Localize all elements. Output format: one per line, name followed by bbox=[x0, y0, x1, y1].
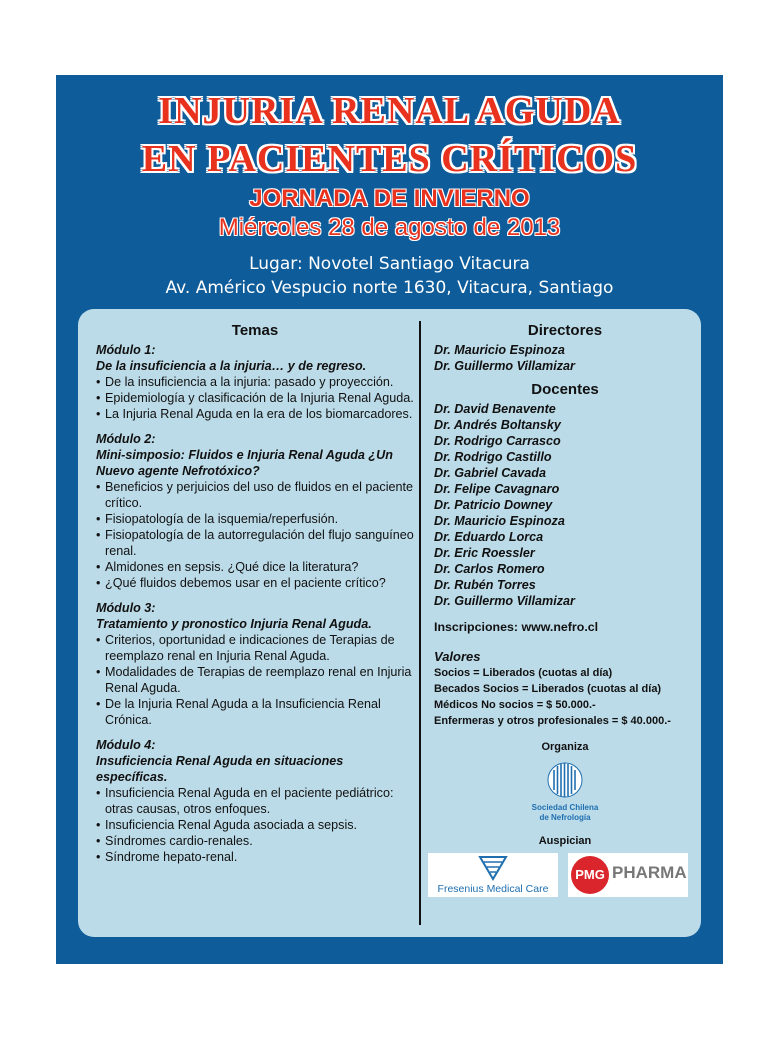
module-label: Módulo 2: bbox=[96, 432, 156, 446]
module-title: Mini-simposio: Fluidos e Injuria Renal Aguda ¿Un Nuevo agente Nefrotóxico? bbox=[96, 448, 393, 478]
list-item: • Insuficiencia Renal Aguda asociada a sepsis. bbox=[96, 817, 414, 833]
list-item: • ¿Qué fluidos debemos usar en el paciente crítico? bbox=[96, 575, 414, 591]
inscripciones-text: Inscripciones: www.nefro.cl bbox=[434, 620, 599, 634]
content-card bbox=[78, 309, 701, 937]
poster bbox=[56, 75, 723, 964]
list-item: • Beneficios y perjuicios del uso de fluidos en el paciente crítico. bbox=[96, 479, 414, 511]
module-items bbox=[96, 374, 414, 422]
list-item: • Síndrome hepato-renal. bbox=[96, 849, 414, 865]
person-name: Dr. Felipe Cavagnaro bbox=[434, 482, 560, 496]
auspician-heading: Auspician bbox=[538, 835, 592, 847]
price-line: Socios = Liberados (cuotas al día) bbox=[434, 667, 613, 679]
people-column bbox=[434, 321, 696, 899]
list-item: • De la Injuria Renal Aguda a la Insuficiencia Renal Crónica. bbox=[96, 696, 414, 728]
column-divider bbox=[419, 321, 421, 925]
price-line: Enfermeras y otros profesionales = $ 40.000.- bbox=[434, 715, 671, 727]
list-item: • Fisiopatología de la autorregulación del flujo sanguíneo renal. bbox=[96, 527, 414, 559]
kidney-globe-icon bbox=[546, 761, 584, 799]
fresenius-triangle-icon bbox=[478, 855, 508, 881]
pharma-text: PHARMA bbox=[612, 863, 687, 882]
list-item: • Epidemiología y clasificación de la Injuria Renal Aguda. bbox=[96, 390, 414, 406]
valores-heading: Valores bbox=[434, 649, 481, 664]
person-name: Dr. Eric Roessler bbox=[434, 546, 535, 560]
person-name: Dr. Guillermo Villamizar bbox=[434, 594, 575, 608]
module-items bbox=[96, 632, 414, 728]
module-1 bbox=[96, 342, 414, 422]
person-name: Dr. Rodrigo Carrasco bbox=[434, 434, 561, 448]
list-item: • Insuficiencia Renal Aguda en el paciente pediátrico: otras causas, otros enfoques. bbox=[96, 785, 414, 817]
module-items bbox=[96, 479, 414, 591]
module-4 bbox=[96, 737, 414, 865]
module-label: Módulo 1: bbox=[96, 343, 156, 357]
list-item: • Fisiopatología de la isquemia/reperfusión. bbox=[96, 511, 414, 527]
person-name: Dr. Andrés Boltansky bbox=[434, 418, 561, 432]
temas-heading: Temas bbox=[231, 322, 279, 339]
module-items bbox=[96, 785, 414, 865]
person-name: Dr. Patricio Downey bbox=[434, 498, 553, 512]
org-name-line-1: Sociedad Chilena bbox=[531, 803, 599, 812]
directores-list bbox=[434, 342, 696, 374]
module-label: Módulo 4: bbox=[96, 738, 156, 752]
module-3 bbox=[96, 600, 414, 728]
price-line: Becados Socios = Liberados (cuotas al día) bbox=[434, 683, 662, 695]
pmg-pharma-logo bbox=[568, 853, 688, 897]
fresenius-name: Fresenius Medical Care bbox=[437, 883, 549, 895]
event-subtitle: JORNADA DE INVIERNO bbox=[249, 185, 530, 212]
venue-address: Av. Américo Vespucio norte 1630, Vitacura, Santiago bbox=[165, 278, 614, 298]
sociedad-chilena-logo bbox=[495, 761, 635, 823]
fresenius-logo bbox=[428, 853, 558, 897]
list-item: • Criterios, oportunidad e indicaciones de Terapias de reemplazo renal en Injuria Renal Aguda. bbox=[96, 632, 414, 664]
person-name: Dr. Gabriel Cavada bbox=[434, 466, 546, 480]
docentes-list bbox=[434, 401, 696, 609]
person-name: Dr. Carlos Romero bbox=[434, 562, 545, 576]
price-line: Médicos No socios = $ 50.000.- bbox=[434, 699, 596, 711]
event-date: Miércoles 28 de agosto de 2013 bbox=[218, 214, 561, 241]
list-item: • Síndromes cardio-renales. bbox=[96, 833, 414, 849]
module-title: Insuficiencia Renal Aguda en situaciones específicas. bbox=[96, 754, 344, 784]
person-name: Dr. Guillermo Villamizar bbox=[434, 359, 575, 373]
venue-name: Lugar: Novotel Santiago Vitacura bbox=[249, 254, 530, 274]
person-name: Dr. Rubén Torres bbox=[434, 578, 536, 592]
sponsor-logos bbox=[434, 853, 696, 899]
person-name: Dr. David Benavente bbox=[434, 402, 556, 416]
module-2 bbox=[96, 431, 414, 591]
list-item: • Almidones en sepsis. ¿Qué dice la literatura? bbox=[96, 559, 414, 575]
module-title: De la insuficiencia a la injuria… y de regreso. bbox=[96, 359, 367, 373]
title-line-2: EN PACIENTES CRÍTICOS bbox=[141, 138, 638, 180]
person-name: Dr. Mauricio Espinoza bbox=[434, 343, 565, 357]
module-title: Tratamiento y pronostico Injuria Renal Aguda. bbox=[96, 617, 372, 631]
person-name: Dr. Eduardo Lorca bbox=[434, 530, 544, 544]
list-item: • De la insuficiencia a la injuria: pasado y proyección. bbox=[96, 374, 414, 390]
person-name: Dr. Rodrigo Castillo bbox=[434, 450, 552, 464]
org-name-line-2: de Nefrología bbox=[539, 813, 591, 822]
pmg-badge: PMG bbox=[571, 856, 609, 894]
organiza-heading: Organiza bbox=[541, 741, 589, 753]
title-line-1: INJURIA RENAL AGUDA bbox=[158, 90, 621, 132]
list-item: • La Injuria Renal Aguda en la era de los biomarcadores. bbox=[96, 406, 414, 422]
docentes-heading: Docentes bbox=[531, 381, 599, 398]
person-name: Dr. Mauricio Espinoza bbox=[434, 514, 565, 528]
directores-heading: Directores bbox=[527, 322, 603, 339]
list-item: • Modalidades de Terapias de reemplazo renal en Injuria Renal Aguda. bbox=[96, 664, 414, 696]
temas-column bbox=[96, 321, 414, 874]
module-label: Módulo 3: bbox=[96, 601, 156, 615]
